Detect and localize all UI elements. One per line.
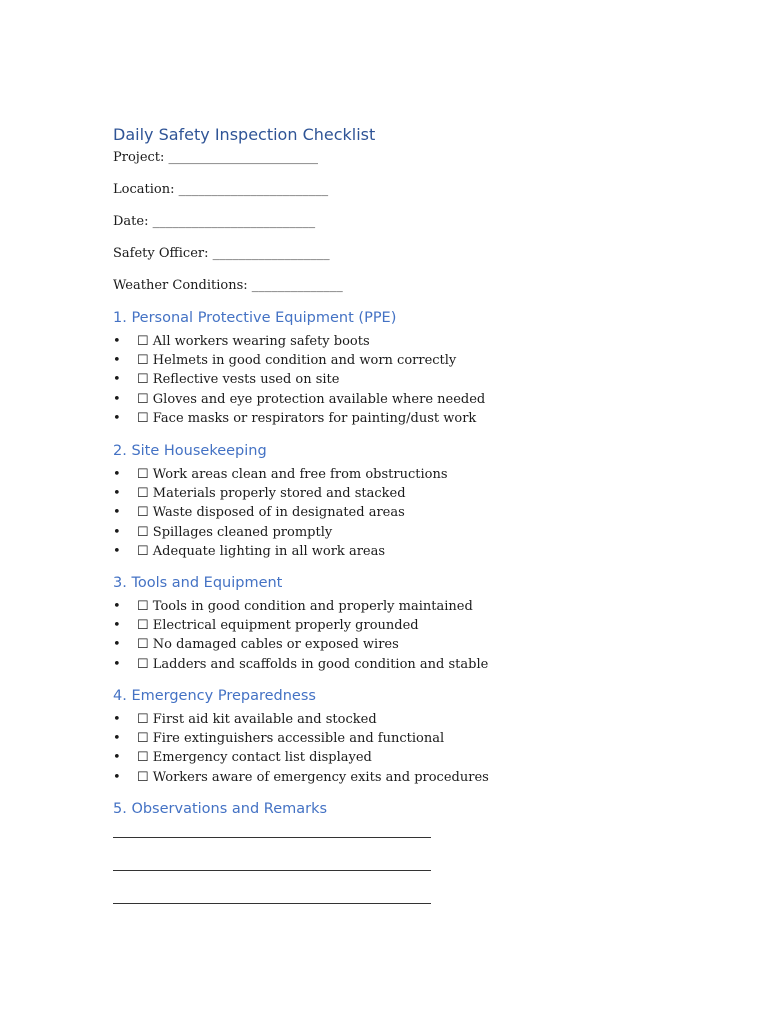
section-heading-tools-and-equipment: 3. Tools and Equipment [113, 575, 283, 591]
checklist-item-label: ☐ First aid kit available and stocked [137, 712, 377, 727]
checklist-item-label: ☐ Tools in good condition and properly maintained [137, 599, 473, 614]
checklist-item-label: ☐ Waste disposed of in designated areas [137, 505, 405, 521]
checklist-item-label: ☐ All workers wearing safety boots [137, 334, 370, 349]
bullet-icon: • [113, 524, 121, 540]
bullet-icon: • [113, 656, 121, 672]
bullet-icon: • [113, 750, 121, 766]
bullet-icon: • [113, 618, 121, 634]
checklist-item-label: ☐ Reflective vests used on site [137, 372, 340, 388]
checklist-item-label: ☐ Emergency contact list displayed [137, 750, 372, 766]
remarks-line[interactable] [113, 870, 431, 871]
remarks-line[interactable] [113, 837, 431, 838]
bullet-icon: • [113, 712, 121, 727]
checklist-item-label: ☐ Spillages cleaned promptly [137, 524, 333, 540]
bullet-icon: • [113, 731, 121, 747]
bullet-icon: • [113, 599, 121, 614]
weather-conditions-field: Weather Conditions: ______________ [113, 278, 343, 293]
checklist-item-label: ☐ Ladders and scaffolds in good condition and stable [137, 656, 489, 672]
bullet-icon: • [113, 543, 121, 559]
checklist-item-label: ☐ Face masks or respirators for painting/dust work [137, 410, 477, 426]
section-heading-site-housekeeping: 2. Site Housekeeping [113, 443, 267, 459]
checklist-item-label: ☐ Materials properly stored and stacked [137, 486, 406, 502]
checklist-item-label: ☐ Gloves and eye protection available where needed [137, 391, 486, 407]
safety-officer-field: Safety Officer: __________________ [113, 246, 330, 261]
checklist-item-label: ☐ Helmets in good condition and worn correctly [137, 353, 457, 369]
project-field: Project: _______________________ [113, 150, 319, 165]
section-heading-emergency-preparedness: 4. Emergency Preparedness [113, 688, 316, 704]
checklist-item-label: ☐ Workers aware of emergency exits and procedures [137, 769, 489, 785]
section-heading-observations-and-remarks: 5. Observations and Remarks [113, 801, 328, 817]
checklist-item-label: ☐ No damaged cables or exposed wires [137, 637, 399, 653]
document-title: Daily Safety Inspection Checklist [113, 125, 376, 144]
section-heading-ppe: 1. Personal Protective Equipment (PPE) [113, 310, 397, 326]
bullet-icon: • [113, 505, 121, 521]
bullet-icon: • [113, 391, 121, 407]
checklist-item-label: ☐ Electrical equipment properly grounded [137, 618, 419, 634]
date-field: Date: _________________________ [113, 214, 316, 229]
bullet-icon: • [113, 637, 121, 653]
checklist-item-label: ☐ Fire extinguishers accessible and functional [137, 731, 445, 747]
bullet-icon: • [113, 353, 121, 369]
remarks-line[interactable] [113, 903, 431, 904]
checklist-item-label: ☐ Work areas clean and free from obstructions [137, 467, 448, 482]
bullet-icon: • [113, 334, 121, 349]
bullet-icon: • [113, 467, 121, 482]
bullet-icon: • [113, 486, 121, 502]
location-field: Location: _______________________ [113, 182, 329, 197]
checklist-item-label: ☐ Adequate lighting in all work areas [137, 543, 386, 559]
bullet-icon: • [113, 769, 121, 785]
bullet-icon: • [113, 372, 121, 388]
bullet-icon: • [113, 410, 121, 426]
